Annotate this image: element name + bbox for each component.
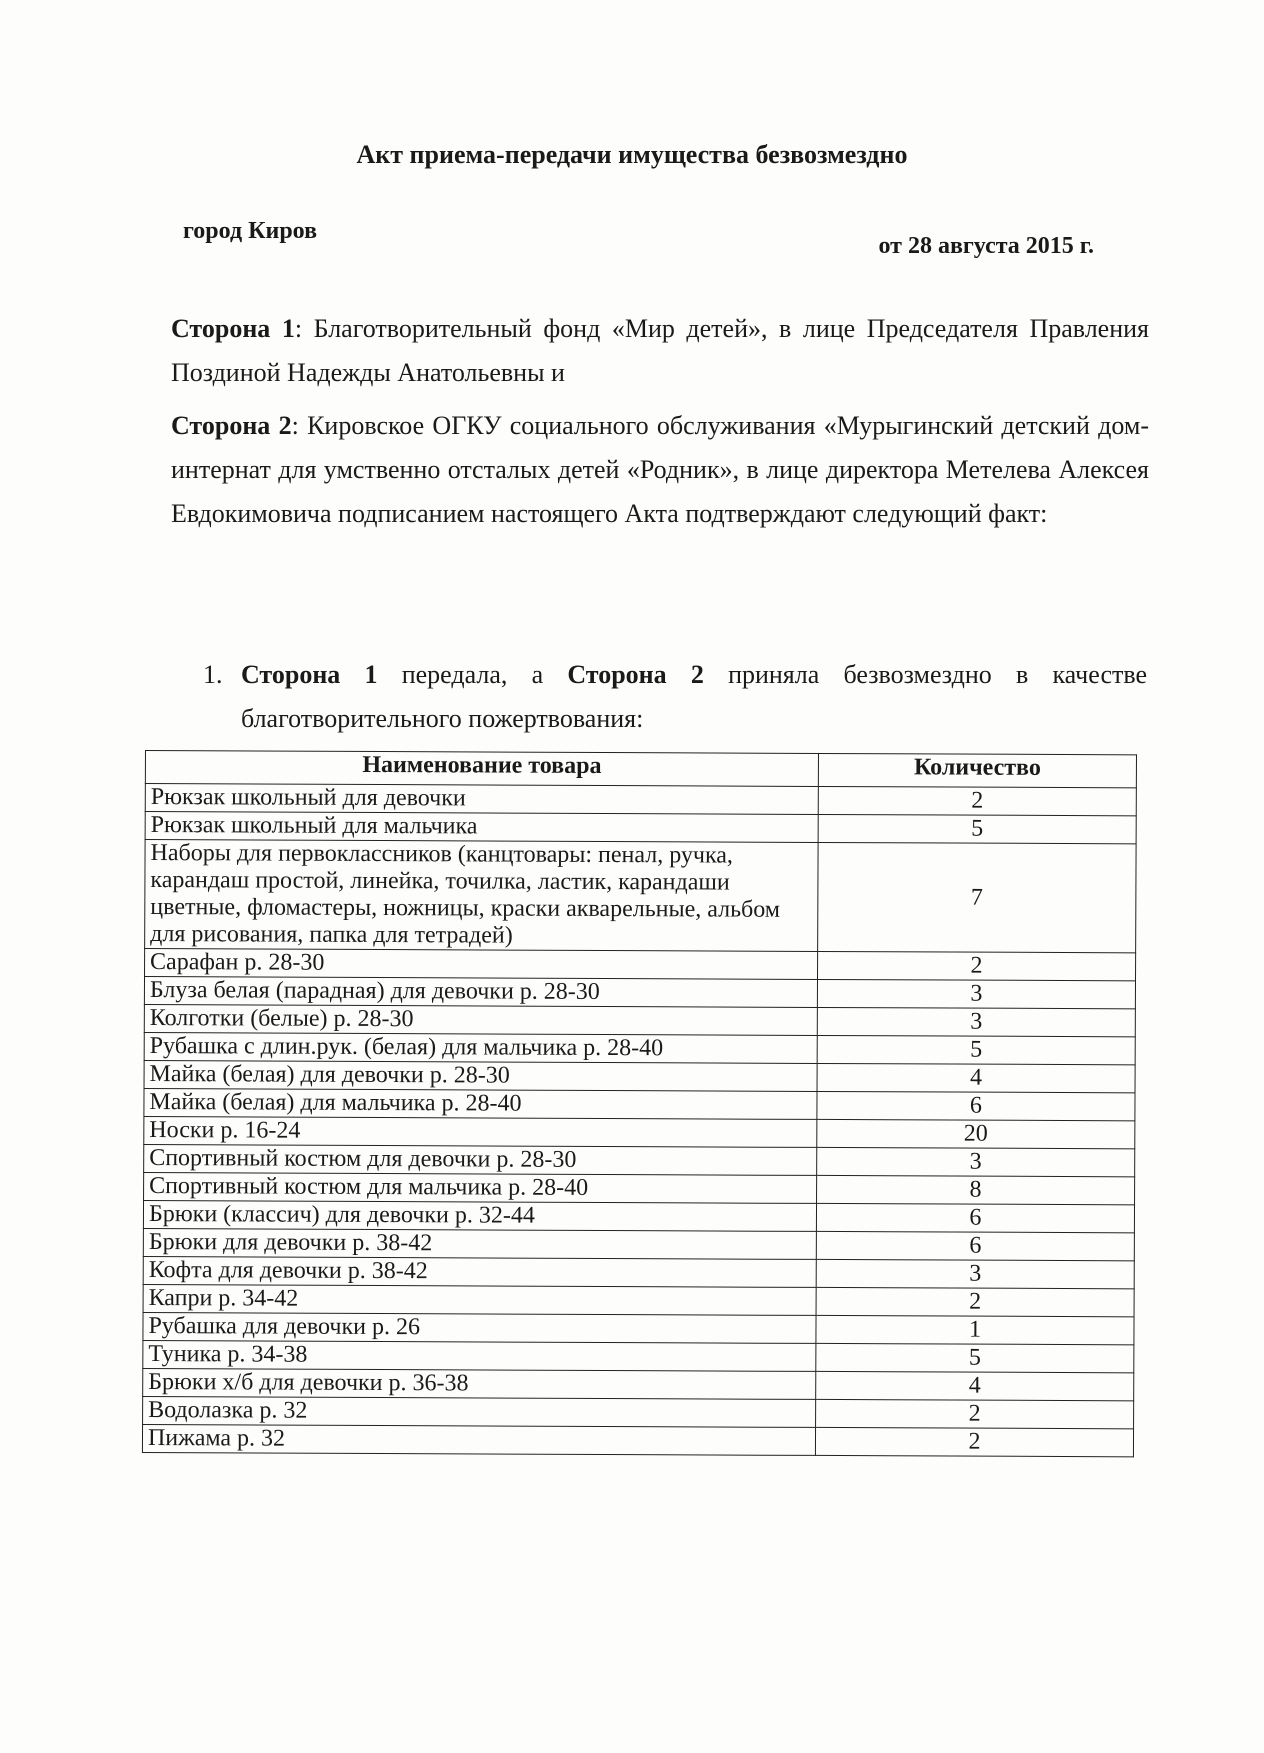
item-name-cell: Рубашка с длин.рук. (белая) для мальчика р. 28-40 (144, 1032, 817, 1063)
clause-mid: передала, а (377, 660, 568, 689)
item-name-cell: Спортивный костюм для девочки р. 28-30 (144, 1144, 817, 1175)
item-qty-cell: 1 (816, 1315, 1134, 1344)
clause-1 (203, 653, 1147, 741)
header-name: Наименование товара (145, 751, 818, 787)
document-date: от 28 августа 2015 г. (878, 233, 1094, 259)
table-row (145, 812, 1136, 844)
item-qty-cell: 5 (818, 814, 1136, 843)
item-qty-cell: 5 (816, 1343, 1134, 1372)
item-qty-cell: 4 (816, 1371, 1134, 1400)
item-qty-cell: 2 (816, 1287, 1134, 1316)
table-row (143, 1368, 1134, 1400)
item-qty-cell: 2 (815, 1427, 1133, 1456)
item-qty-cell: 3 (817, 1147, 1135, 1176)
table-row (143, 1396, 1134, 1428)
item-qty-cell: 6 (816, 1231, 1134, 1260)
item-name-cell: Наборы для первоклассников (канцтовары: пенал, ручка, карандаш простой, линейка, точилка, ластик, карандаши цветные, фломастеры, ножницы, краски акварельные, альбом для рисования, папка для тетрадей) (145, 840, 818, 952)
item-qty-cell: 7 (818, 842, 1136, 952)
item-qty-cell: 2 (818, 786, 1136, 815)
item-name-cell: Туника р. 34-38 (143, 1340, 816, 1371)
table-row (144, 977, 1135, 1009)
clause-number: 1. (203, 660, 223, 689)
table-row (143, 1200, 1134, 1232)
item-name-cell: Рубашка для девочки р. 26 (143, 1312, 816, 1343)
item-name-cell: Блуза белая (парадная) для девочки р. 28-30 (144, 977, 817, 1008)
item-qty-cell: 6 (816, 1203, 1134, 1232)
item-qty-cell: 4 (817, 1063, 1135, 1092)
clause-rest: приняла безвозмездно в качестве благотворительного пожертвования: (241, 660, 1148, 733)
item-name-cell: Колготки (белые) р. 28-30 (144, 1004, 817, 1035)
table-row (144, 1088, 1135, 1120)
clause-party1: Сторона 1 (241, 660, 378, 689)
party1-label: Сторона 1 (171, 314, 295, 343)
table-row (144, 1060, 1135, 1092)
header-qty: Количество (818, 753, 1136, 787)
table-row (145, 949, 1136, 981)
party2-label: Сторона 2 (171, 411, 292, 440)
item-name-cell: Спортивный костюм для мальчика р. 28-40 (144, 1172, 817, 1203)
item-name-cell: Сарафан р. 28-30 (145, 949, 818, 980)
item-qty-cell: 3 (817, 1007, 1135, 1036)
party2-text: : Кировское ОГКУ социального обслуживания «Мурыгинский детский дом-интернат для умственно отсталых детей «Родник», в лице директора Метелева Алексея Евдокимовича подписанием настоящего Акта подтверждают следующий факт: (171, 411, 1149, 528)
item-name-cell: Водолазка р. 32 (143, 1396, 816, 1427)
item-qty-cell: 20 (817, 1119, 1135, 1148)
item-qty-cell: 5 (817, 1035, 1135, 1064)
item-name-cell: Капри р. 34-42 (143, 1284, 816, 1315)
document-title: Акт приема-передачи имущества безвозмездно (356, 140, 908, 169)
party1-text: : Благотворительный фонд «Мир детей», в лице Председателя Правления Поздиной Надежды Анатольевны и (171, 314, 1149, 387)
item-name-cell: Брюки для девочки р. 38-42 (143, 1228, 816, 1259)
item-name-cell: Майка (белая) для мальчика р. 28-40 (144, 1088, 817, 1119)
item-qty-cell: 8 (817, 1175, 1135, 1204)
table-row (143, 1284, 1134, 1316)
table-row (144, 1172, 1135, 1204)
item-name-cell: Брюки х/б для девочки р. 36-38 (143, 1368, 816, 1399)
table-row (143, 1312, 1134, 1344)
goods-table-body (142, 784, 1136, 1457)
table-row (143, 1340, 1134, 1372)
item-qty-cell: 2 (818, 951, 1136, 980)
item-name-cell: Носки р. 16-24 (144, 1116, 817, 1147)
item-name-cell: Рюкзак школьный для девочки (145, 784, 818, 815)
item-qty-cell: 3 (817, 979, 1135, 1008)
document-city: город Киров (183, 218, 318, 244)
table-row (144, 1004, 1135, 1036)
table-header-row (145, 751, 1136, 788)
item-name-cell: Майка (белая) для девочки р. 28-30 (144, 1060, 817, 1091)
table-row (144, 1144, 1135, 1176)
item-name-cell: Кофта для девочки р. 38-42 (143, 1256, 816, 1287)
table-row (145, 784, 1136, 816)
table-row (143, 1256, 1134, 1288)
table-row (144, 1116, 1135, 1148)
table-row (145, 840, 1136, 953)
party1-paragraph (171, 307, 1149, 395)
item-qty-cell: 2 (816, 1399, 1134, 1428)
party2-paragraph (171, 404, 1149, 536)
table-row (144, 1032, 1135, 1064)
clause-text (241, 653, 1147, 741)
clause-party2: Сторона 2 (567, 660, 704, 689)
item-name-cell: Пижама р. 32 (142, 1424, 815, 1455)
item-name-cell: Брюки (классич) для девочки р. 32-44 (143, 1200, 816, 1231)
item-name-cell: Рюкзак школьный для мальчика (145, 812, 818, 843)
table-row (142, 1424, 1133, 1456)
item-qty-cell: 6 (817, 1091, 1135, 1120)
table-row (143, 1228, 1134, 1260)
goods-table (142, 750, 1137, 1457)
item-qty-cell: 3 (816, 1259, 1134, 1288)
